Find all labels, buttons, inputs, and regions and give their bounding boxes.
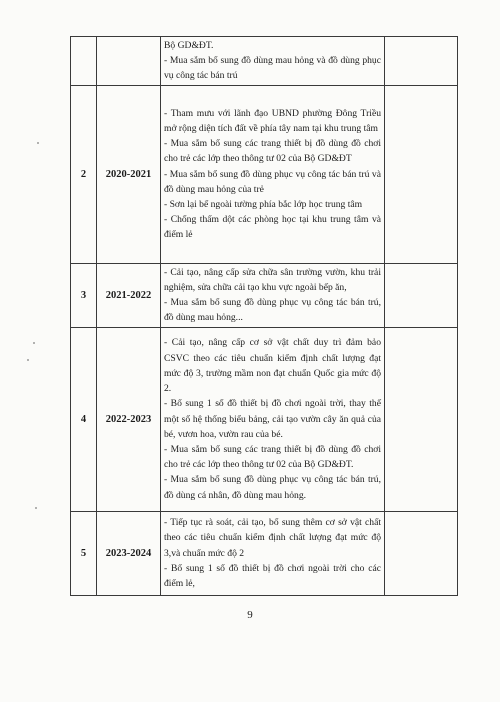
task-line: - Chống thấm dột các phòng học tại khu trung tâm và điểm lẻ [164, 214, 381, 241]
task-line: - Mua sắm bổ sung đồ dùng phục vụ công tác bán trú, đồ dùng cá nhân, đồ dùng mau hỏng. [164, 474, 381, 501]
scan-speck [35, 507, 37, 509]
tasks-cell [161, 37, 385, 86]
row-number-cell: 4 [71, 327, 97, 511]
empty-cell [385, 37, 458, 86]
task-line: Bộ GD&ĐT. [164, 40, 214, 51]
empty-cell [385, 85, 458, 263]
scan-speck [37, 142, 39, 144]
row-number-cell: 2 [71, 85, 97, 263]
task-line: - Mua sắm bổ sung đồ dùng mau hỏng và đồ dùng phục vụ công tác bán trú [164, 55, 381, 82]
task-line: - Sơn lại bể ngoài tường phía bắc lớp học trung tâm [164, 198, 363, 210]
school-year-cell: 2022-2023 [97, 327, 161, 511]
task-line: - Bổ sung 1 số đồ thiết bị đồ chơi ngoài trời cho các điểm lẻ, [164, 562, 381, 589]
school-year-cell: 2021-2022 [97, 263, 161, 327]
school-year-cell: 2023-2024 [97, 511, 161, 595]
table-row [71, 85, 458, 263]
task-line: - Bổ sung 1 số đồ thiết bị đồ chơi ngoài trời, thay thế một số hệ thống biểu bảng, cải tạo vườn cây ăn quả của bé, vươn hoa, vườn rau của bé. [164, 398, 381, 440]
row-number-cell: 5 [71, 511, 97, 595]
tasks-cell [161, 511, 385, 595]
school-year-cell [97, 37, 161, 86]
task-line: - Cải tạo, nâng cấp cơ sở vật chất duy trì đảm bảo CSVC theo các tiêu chuẩn kiểm định chất lượng đạt mức độ 3, trường mầm non đạt chuẩn Quốc gia mức độ 2. [164, 337, 381, 395]
row-number-cell [71, 37, 97, 86]
task-line: - Mua sắm bổ sung đồ dùng phục vụ công tác bán trú, đồ dùng mau hỏng... [164, 297, 381, 324]
task-line: - Tham mưu với lãnh đạo UBND phường Đông Triều mở rộng diện tích đất về phía tây nam tại khu trung tâm [164, 107, 381, 134]
row-number-cell: 3 [71, 263, 97, 327]
tasks-cell [161, 327, 385, 511]
plan-table [70, 36, 458, 596]
scan-speck [33, 342, 35, 344]
tasks-cell [161, 263, 385, 327]
task-line: - Mua sắm bổ sung các trang thiết bị đồ dùng đồ chơi cho trẻ các lớp theo thông tư 02 của Bộ GD&ĐT [164, 138, 381, 165]
table-row [71, 37, 458, 86]
empty-cell [385, 327, 458, 511]
empty-cell [385, 263, 458, 327]
plan-table-body [71, 37, 458, 596]
empty-cell [385, 511, 458, 595]
table-row [71, 263, 458, 327]
task-line: - Tiếp tục rà soát, cải tạo, bổ sung thêm cơ sở vật chất theo các tiêu chuẩn kiểm định chất lượng đạt mức độ 3,và chuẩn mức độ 2 [164, 517, 381, 559]
table-row [71, 327, 458, 511]
task-line: - Mua sắm bổ sung các trang thiết bị đồ dùng đồ chơi cho trẻ các lớp theo thông tư 02 của Bộ GD&ĐT. [164, 443, 381, 471]
task-line: - Cải tạo, nâng cấp sửa chữa sân trường vườn, khu trải nghiệm, sửa chữa cải tạo khu vực ngoài bếp ăn, [164, 266, 381, 293]
task-line: - Mua sắm bổ sung đồ dùng phục vụ công tác bán trú và đồ dùng mau hỏng của trẻ [164, 168, 381, 195]
table-row [71, 511, 458, 595]
school-year-cell: 2020-2021 [97, 85, 161, 263]
scan-speck [27, 359, 29, 361]
tasks-cell [161, 85, 385, 263]
page-number: 9 [247, 609, 253, 621]
